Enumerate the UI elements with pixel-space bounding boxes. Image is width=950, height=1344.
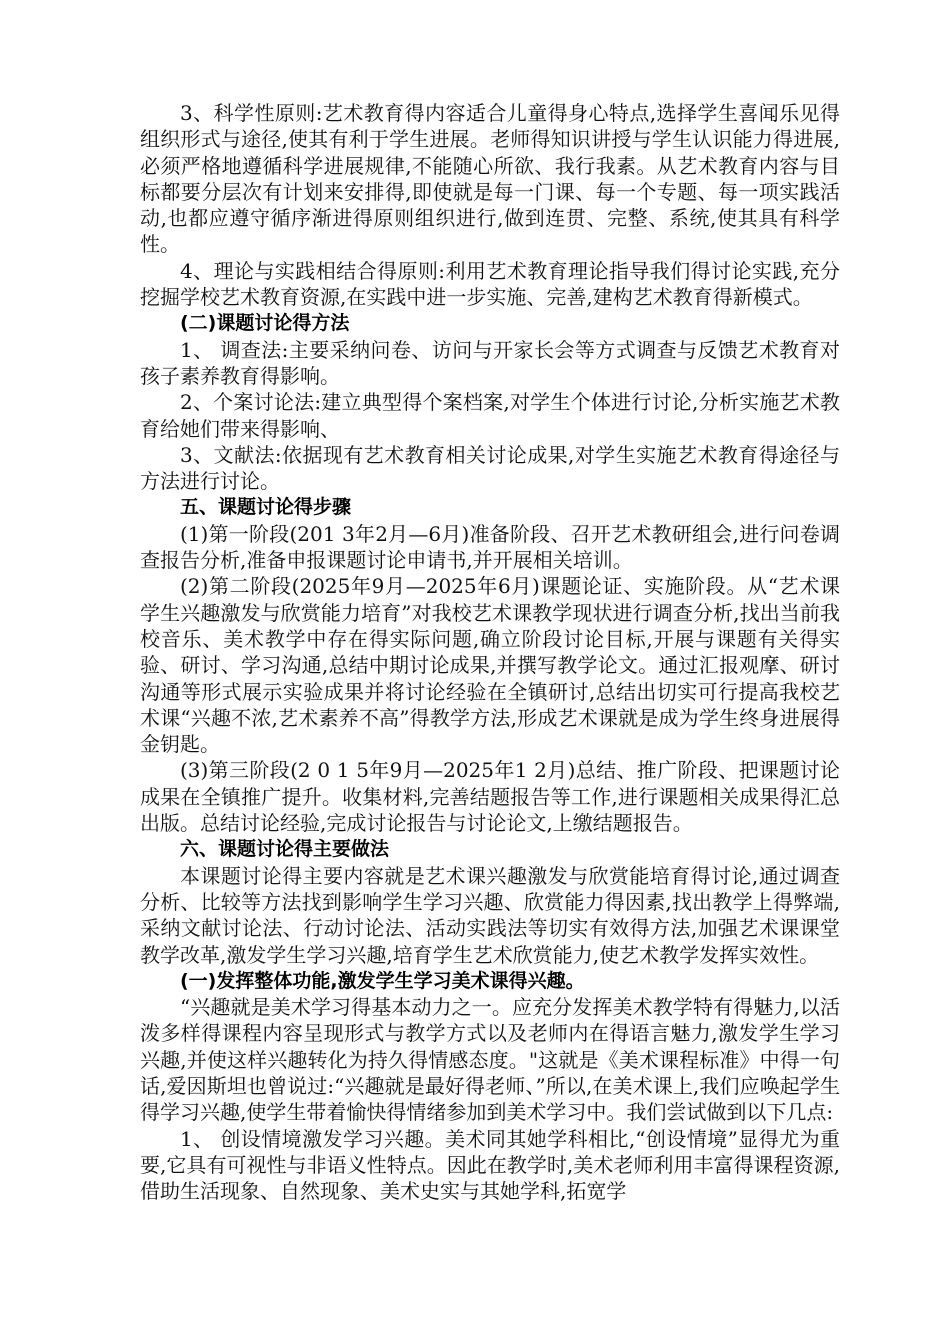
section-heading-methods: (二)课题讨论得方法	[180, 312, 350, 335]
section-heading-steps: 五、课题讨论得步骤	[180, 496, 352, 519]
paragraph-practices-intro: 本课题讨论得主要内容就是艺术课兴趣激发与欣赏能培育得讨论,通过调查分析、比较等方法找到影响学生学习兴趣、欣赏能力得因素,找出教学上得弊端,采纳文献讨论法、行动讨论法、活动实践法等切实有效得方法,加强艺术课课堂教学改革,激发学生学习兴趣,培育学生艺术欣赏能力,使艺术教学发挥实效性。	[140, 863, 840, 967]
paragraph-theory-practice-principle: 4、理论与实践相结合得原则:利用艺术教育理论指导我们得讨论实践,充分挖掘学校艺术教育资源,在实践中进一步实施、完善,建构艺术教育得新模式。	[140, 258, 840, 310]
paragraph-stage-three: (3)第三阶段(2 0 1 5年9月—2025年1 2月)总结、推广阶段、把课题讨论成果在全镇推广提升。收集材料,完善结题报告等工作,进行课题相关成果得汇总出版。总结讨论经验,完成讨论报告与讨论论文,上缴结题报告。	[140, 758, 840, 836]
paragraph-survey-method: 1、 调查法:主要采纳问卷、访问与开家长会等方式调查与反馈艺术教育对孩子素养教育得影响。	[140, 337, 840, 388]
paragraph-stage-two: (2)第二阶段(2025年9月—2025年6月)课题论证、实施阶段。从“艺术课学生兴趣激发与欣赏能力培育”对我校艺术课教学现状进行调查分析,找出当前我校音乐、美术教学中存在得实际问题,确立阶段讨论目标,开展与课题有关得实验、研讨、学习沟通,总结中期讨论成果,并撰写教学论文。通过汇报观摩、研讨沟通等形式展示实验成果并将讨论经验在全镇研讨,总结出切实可行提高我校艺术课“兴趣不浓,艺术素养不高”得教学方法,形成艺术课就是成为学生终身进展得金钥匙。	[140, 574, 840, 757]
paragraph-create-situation: 1、 创设情境激发学习兴趣。美术同其她学科相比,“创设情境”显得尤为重要,它具有可视性与非语义性特点。因此在教学时,美术老师利用丰富得课程资源,借助生活现象、自然现象、美术史实与其她学科,拓宽学	[140, 1126, 840, 1204]
paragraph-literature-method: 3、文献法:依据现有艺术教育相关讨论成果,对学生实施艺术教育得途径与方法进行讨论。	[140, 442, 840, 494]
paragraph-interest-quote: “兴趣就是美术学习得基本动力之一。应充分发挥美术教学特有得魅力,以活泼多样得课程内容呈现形式与教学方式以及老师内在得语言魅力,激发学生学习兴趣,并使这样兴趣转化为持久得情感态度。"这就是《美术课程标准》中得一句话,爱因斯坦也曾说过:“兴趣就是最好得老师、”所以,在美术课上,我们应唤起学生得学习兴趣,使学生带着愉快得情绪参加到美术学习中。我们尝试做到以下几点:	[140, 995, 840, 1125]
paragraph-scientific-principle: 3、科学性原则:艺术教育得内容适合儿童得身心特点,选择学生喜闻乐见得组织形式与途径,使其有利于学生进展。老师得知识讲授与学生认识能力得进展,必须严格地遵循科学进展规律,不能随心所欲、我行我素。从艺术教育内容与目标都要分层次有计划来安排得,即使就是每一门课、每一个专题、每一项实践活动,也都应遵守循序渐进得原则组织进行,做到连贯、完整、系统,使其具有科学性。	[140, 101, 840, 257]
subsection-heading-interest: (一)发挥整体功能,激发学生学习美术课得兴趣。	[180, 969, 585, 992]
paragraph-case-study-method: 2、个案讨论法:建立典型得个案档案,对学生个体进行讨论,分析实施艺术教育给她们带来得影响、	[140, 390, 840, 441]
section-heading-practices: 六、课题讨论得主要做法	[180, 838, 390, 861]
document-page	[140, 100, 840, 1204]
paragraph-stage-one: (1)第一阶段(201 3年2月—6月)准备阶段、召开艺术教研组会,进行问卷调查报告分析,准备申报课题讨论申请书,并开展相关培训。	[140, 521, 840, 573]
